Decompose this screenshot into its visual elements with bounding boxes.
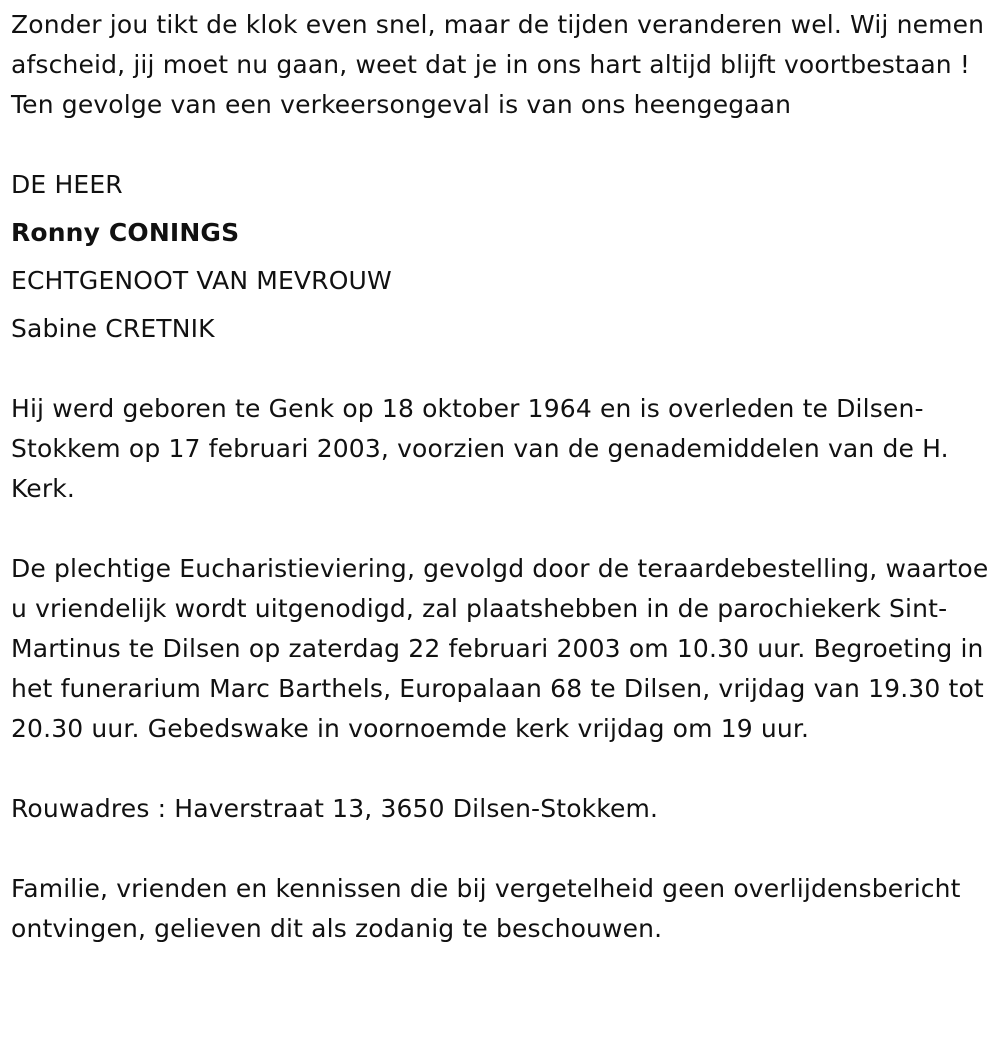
birth-death-text: Hij werd geboren te Genk op 18 oktober 1964 en is overleden te Dilsen-Stokkem op 17 februari 2003, voorzien van de genademiddelen van de H. Kerk. — [11, 394, 949, 503]
title-prefix: DE HEER — [11, 170, 123, 199]
address-text: Rouwadres : Haverstraat 13, 3650 Dilsen-Stokkem. — [11, 794, 659, 823]
spouse-name: Sabine CRETNIK — [11, 314, 215, 343]
intro-text: Zonder jou tikt de klok even snel, maar de tijden veranderen wel. Wij nemen afscheid, jij moet nu gaan, weet dat je in ons hart altijd blijft voortbestaan ! Ten gevolge van een verkeersongeval is van ons heengegaan — [11, 10, 985, 119]
name-block — [11, 161, 991, 353]
closing-text: Familie, vrienden en kennissen die bij vergetelheid geen overlijdensbericht ontvingen, gelieven dit als zodanig te beschouwen. — [11, 874, 961, 943]
ceremony-text: De plechtige Eucharistieviering, gevolgd door de teraardebestelling, waartoe u vriendelijk wordt uitgenodigd, zal plaatshebben in de parochiekerk Sint-Martinus te Dilsen op zaterdag 22 februari 2003 om 10.30 uur. Begroeting in het funerarium Marc Barthels, Europalaan 68 te Dilsen, vrijdag van 19.30 tot 20.30 uur. Gebedswake in voornoemde kerk vrijdag om 19 uur. — [11, 554, 989, 743]
deceased-name: Ronny CONINGS — [11, 218, 240, 247]
obituary-notice — [11, 5, 991, 949]
relation-text: ECHTGENOOT VAN MEVROUW — [11, 266, 392, 295]
